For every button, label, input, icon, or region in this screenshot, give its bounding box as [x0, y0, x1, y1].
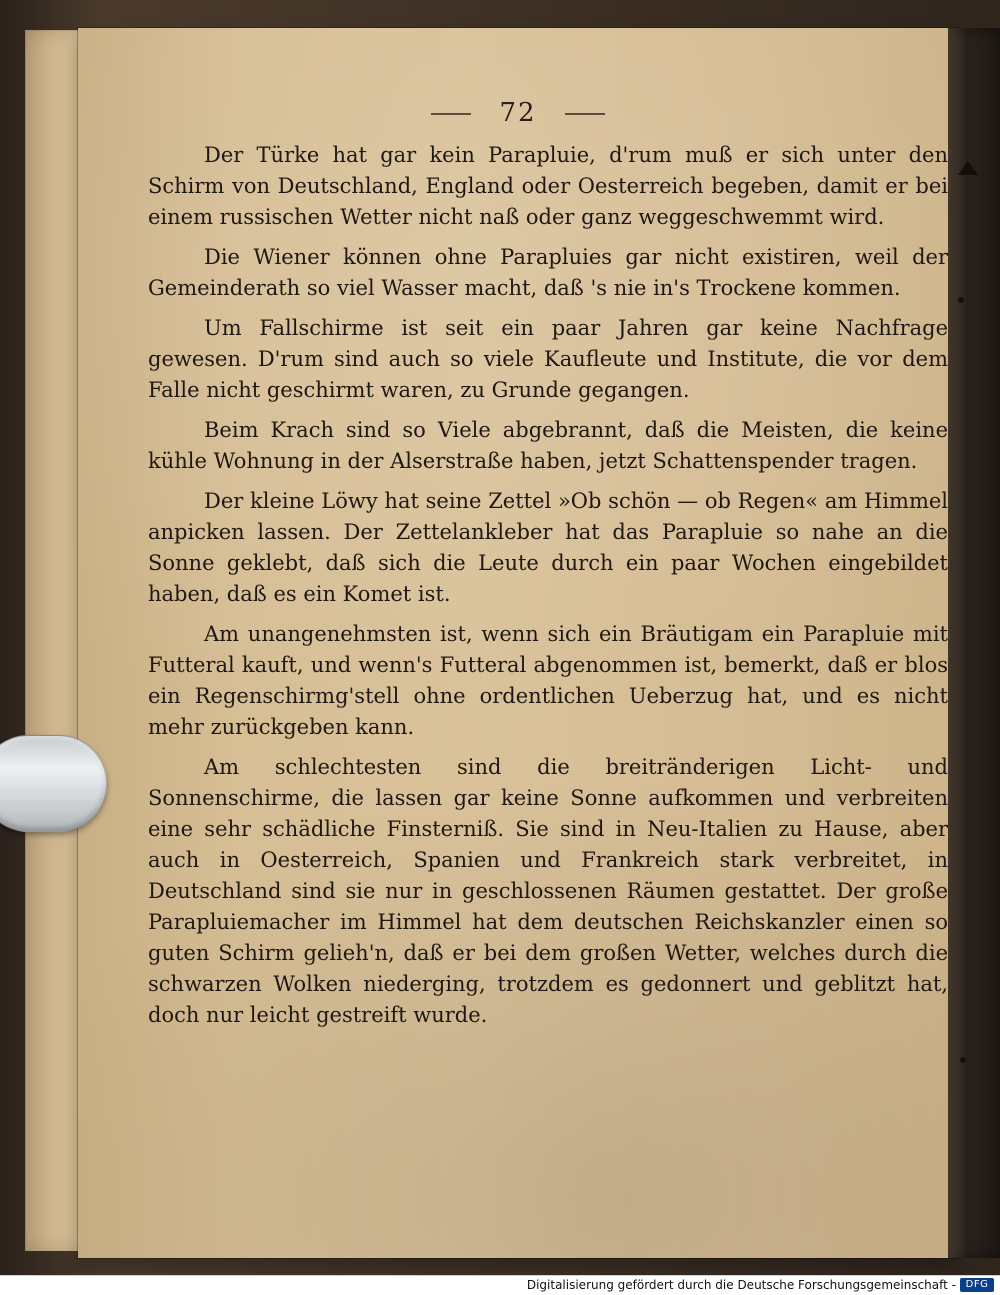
paragraph: Der kleine Löwy hat seine Zettel »Ob schön — ob Regen« am Himmel anpicken lassen. Der Zettelankleber hat das Parapluie so nahe an die Sonne geklebt, daß sich die Leute durch ein paar Wochen eingebildet haben, daß es ein Komet ist.: [148, 489, 948, 606]
page-header: [78, 98, 958, 128]
book-page: [78, 28, 958, 1258]
page-clip: [0, 735, 107, 832]
page-text: [148, 140, 948, 1040]
page-number: 72: [499, 98, 537, 128]
paragraph: Am schlechtesten sind die breitränderigen Licht- und Sonnenschirme, die lassen gar keine Sonne aufkommen und verbreiten eine sehr schädliche Finsterniß. Sie sind in Neu-Italien zu Hause, aber auch in Oesterreich, Spanien und Frankreich stark verbreitet, in Deutschland sind sie nur in geschlossenen Räumen gestattet. Der große Parapluiemacher im Himmel hat dem deutschen Reichskanzler einen so guten Schirm gelieh'n, daß er bei dem großen Wetter, welches durch die schwarzen Wolken niederging, trotzdem es gedonnert und geblitzt hat, doch nur leicht gestreift wurde.: [148, 755, 948, 1027]
paragraph: Der Türke hat gar kein Parapluie, d'rum muß er sich unter den Schirm von Deutschland, England oder Oesterreich begeben, damit er bei einem russischen Wetter nicht naß oder ganz weggeschwemmt wird.: [148, 143, 948, 229]
right-binding-shadow: [948, 28, 1000, 1258]
paragraph: Am unangenehmsten ist, wenn sich ein Bräutigam ein Parapluie mit Futteral kauft, und wenn's Futteral abgenommen ist, bemerkt, daß er blos ein Regenschirmg'stell ohne ordentlichen Ueberzug hat, und es nicht mehr zurückgeben kann.: [148, 622, 948, 739]
header-dash-left: [431, 113, 471, 115]
footer-text: Digitalisierung gefördert durch die Deutsche Forschungsgemeinschaft -: [526, 1278, 956, 1292]
margin-dot-icon: [958, 297, 964, 303]
paragraph: Um Fallschirme ist seit ein paar Jahren gar keine Nachfrage gewesen. D'rum sind auch so viele Kaufleute und Institute, die vor dem Falle nicht geschirmt waren, zu Grunde gegangen.: [148, 316, 948, 402]
paragraph: Die Wiener können ohne Parapluies gar nicht existiren, weil der Gemeinderath so viel Wasser macht, daß 's nie in's Trockene kommen.: [148, 245, 948, 300]
dfg-logo-badge: DFG: [960, 1278, 994, 1292]
digitization-footer: [0, 1275, 1000, 1295]
margin-dot-icon: [960, 1057, 966, 1063]
margin-triangle-icon: [958, 161, 978, 175]
header-dash-right: [565, 113, 605, 115]
paragraph: Beim Krach sind so Viele abgebrannt, daß die Meisten, die keine kühle Wohnung in der Alserstraße haben, jetzt Schattenspender tragen.: [148, 418, 948, 473]
